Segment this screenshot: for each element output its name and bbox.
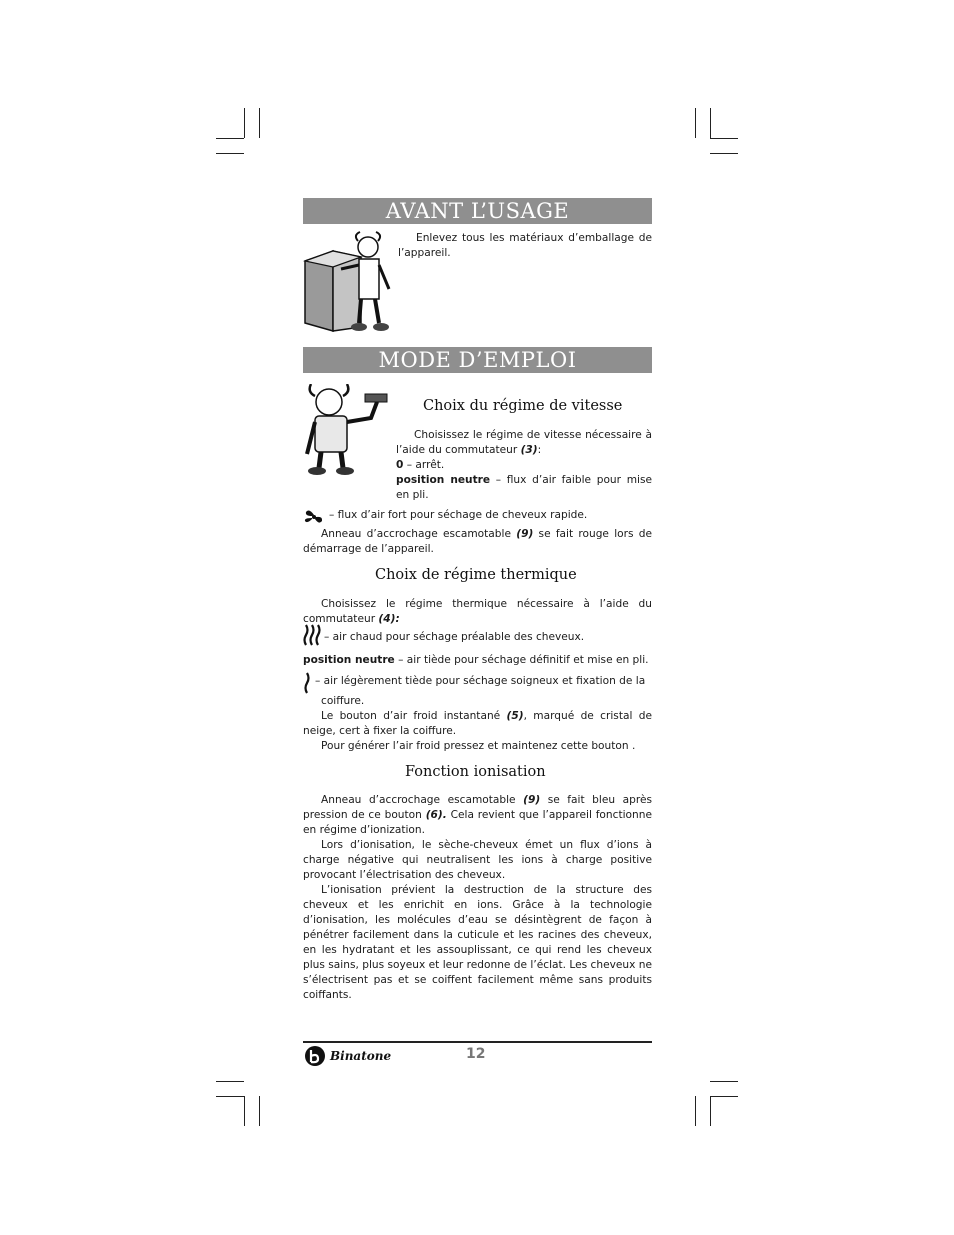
crop-mark xyxy=(710,138,738,139)
crop-mark xyxy=(710,1081,738,1082)
speed-ring-note: Anneau d’accrochage escamotable (9) se fait rouge lors de démarrage de l’appareil. xyxy=(303,528,652,555)
crop-mark xyxy=(695,1096,696,1126)
crop-mark xyxy=(710,1096,711,1126)
binatone-logo-icon xyxy=(303,1045,327,1067)
worker-hammer-illustration xyxy=(303,384,395,476)
heading-speed: Choix du régime de vitesse xyxy=(423,398,623,414)
section-title-avant-usage: AVANT L’USAGE xyxy=(303,198,652,224)
crop-mark xyxy=(244,1096,245,1126)
heat-waves-icon xyxy=(303,624,321,646)
thermal-warm-row: – air légèrement tiède pour séchage soigneux et fixation de la coiffure. xyxy=(303,674,652,709)
single-heat-wave-icon xyxy=(303,672,311,694)
brand-logo xyxy=(303,1045,391,1067)
crop-mark xyxy=(710,108,711,138)
crop-mark xyxy=(216,138,244,139)
crop-mark xyxy=(695,108,696,138)
unpacking-man-illustration xyxy=(303,231,395,335)
page-number: 12 xyxy=(466,1046,486,1062)
crop-mark xyxy=(710,153,738,154)
heading-ionisation: Fonction ionisation xyxy=(405,764,546,780)
crop-mark xyxy=(259,108,260,138)
fan-icon xyxy=(303,508,325,526)
thermal-neutral-row: position neutre – air tiède pour séchage définitif et mise en pli. xyxy=(303,654,649,666)
thermal-hot-row: – air chaud pour séchage préalable des cheveux. xyxy=(303,630,652,646)
unpack-instruction: Enlevez tous les matériaux d’emballage de l’appareil. xyxy=(398,232,652,259)
thermal-intro: Choisissez le régime thermique nécessaire à l’aide du commutateur (4): xyxy=(303,598,652,625)
ionisation-text: Anneau d’accrochage escamotable (9) se fait bleu après pression de ce bouton (6). Cela revient que l’appareil fonctionne en régime d’ionization. Lors d’ionisation, le sèche-cheveux émet un flux d’ions à charge négative qui neutralisent les ions à charge positive provocant l’électrisation des cheveux. L’ionisation prévient la destruction de la structure des cheveux et les enrichit en ions. Grâce à la technologie d’ionisation, les molécules d’eau se désintègrent de façon à pénétrer facilement dans la cuticule et les racines des cheveux, en les hydratant et les assouplissant, ce qui rend les cheveux plus sains, plus soyeux et leur redonne de l’éclat. Les cheveux ne s’électrisent pas et se coiffent facilement même sans produits coiffants. xyxy=(303,794,652,1001)
brand-name: Binatone xyxy=(330,1049,392,1063)
crop-mark xyxy=(216,1081,244,1082)
crop-mark xyxy=(259,1096,260,1126)
crop-mark xyxy=(216,1096,244,1097)
crop-mark xyxy=(216,153,244,154)
crop-mark xyxy=(710,1096,738,1097)
speed-intro: Choisissez le régime de vitesse nécessaire à l’aide du commutateur (3): 0 – arrêt. position neutre – flux d’air faible pour mise en pli. xyxy=(396,429,652,501)
section-title-mode-emploi: MODE D’EMPLOI xyxy=(303,347,652,373)
heading-thermal: Choix de régime thermique xyxy=(375,567,577,583)
footer-rule xyxy=(303,1041,652,1043)
cold-shot-note: Le bouton d’air froid instantané (5), marqué de cristal de neige, cert à fixer la coiffure. Pour générer l’air froid pressez et maintenez cette bouton . xyxy=(303,710,652,752)
crop-mark xyxy=(244,108,245,138)
speed-fan-row: – flux d’air fort pour séchage de cheveux rapide. xyxy=(303,508,652,526)
